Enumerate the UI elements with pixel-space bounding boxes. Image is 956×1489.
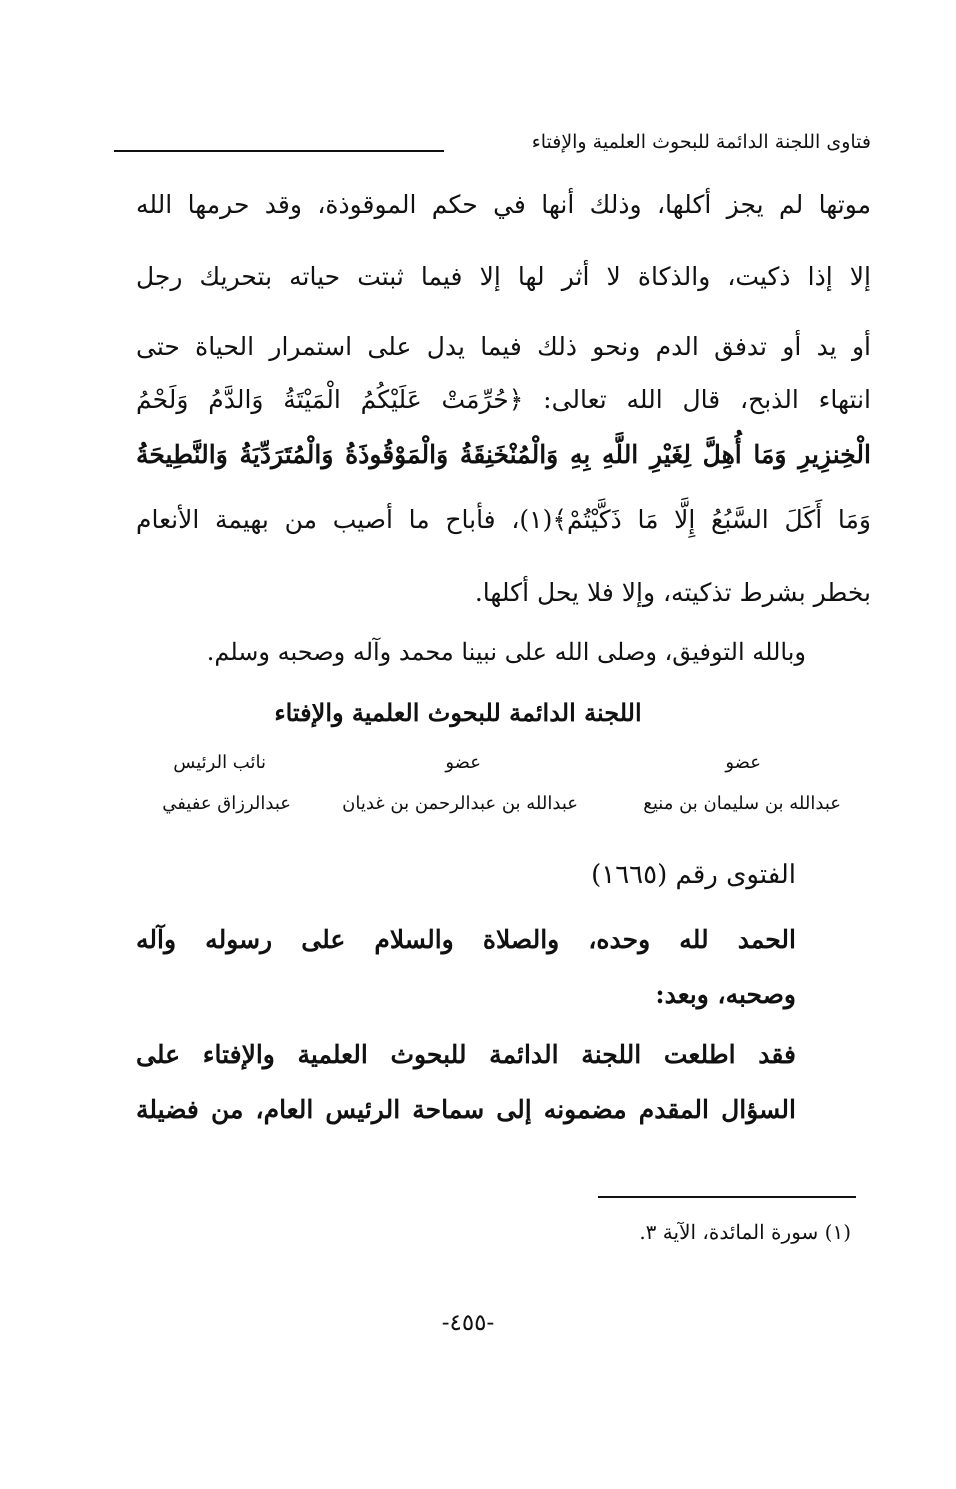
body-line: انتهاء الذبح، قال الله تعالى: ﴿حُرِّمَتْ عَلَيْكُمُ الْمَيْتَةُ وَالدَّمُ وَلَحْمُ xyxy=(136,385,871,414)
closing-prayer: وبالله التوفيق، وصلى الله على نبينا محمد وآله وصحبه وسلم. xyxy=(206,638,806,666)
signatory-role: عضو xyxy=(445,752,481,773)
running-header xyxy=(71,122,871,162)
body-line: أو يد أو تدفق الدم ونحو ذلك فيما يدل على استمرار الحياة حتى xyxy=(136,332,871,361)
signatory-role: عضو xyxy=(725,752,761,773)
signatory-role: نائب الرئيس xyxy=(173,752,266,773)
body-line: إلا إذا ذكيت، والذكاة لا أثر لها إلا فيما ثبتت حياته بتحريك رجل xyxy=(136,262,871,291)
signatory-name: عبدالله بن عبدالرحمن بن غديان xyxy=(342,793,578,814)
fatwa-text-line: وصحبه، وبعد: xyxy=(655,980,796,1009)
fatwa-text-line: الحمد لله وحده، والصلاة والسلام على رسوله وآله xyxy=(136,925,796,954)
running-header-title: فتاوى اللجنة الدائمة للبحوث العلمية والإفتاء xyxy=(531,131,871,153)
footnote: (١) سورة المائدة، الآية ٣. xyxy=(639,1220,851,1244)
signatory-name: عبدالرزاق عفيفي xyxy=(162,793,291,814)
fatwa-number: الفتوى رقم (١٦٦٥) xyxy=(591,860,796,890)
committee-title: اللجنة الدائمة للبحوث العلمية والإفتاء xyxy=(274,698,642,727)
body-line: موتها لم يجز أكلها، وذلك أنها في حكم الموقوذة، وقد حرمها الله xyxy=(136,190,871,219)
page-number: -٤٥٥- xyxy=(441,1310,495,1336)
body-line: بخطر بشرط تذكيته، وإلا فلا يحل أكلها. xyxy=(474,578,871,607)
quran-verse-line: الْخِنزِيرِ وَمَا أُهِلَّ لِغَيْرِ اللَّهِ بِهِ وَالْمُنْخَنِقَةُ وَالْمَوْقُوذَةُ وَالْمُتَرَدِّيَةُ وَالنَّطِيحَةُ xyxy=(136,440,871,469)
footnote-rule xyxy=(598,1196,856,1198)
header-rule xyxy=(114,150,444,152)
body-line: وَمَا أَكَلَ السَّبُعُ إِلَّا مَا ذَكَّيْتُمْ﴾(١)، فأباح ما أصيب من بهيمة الأنعام xyxy=(136,505,872,534)
fatwa-text-line: فقد اطلعت اللجنة الدائمة للبحوث العلمية والإفتاء على xyxy=(136,1040,796,1069)
fatwa-text-line: السؤال المقدم مضمونه إلى سماحة الرئيس العام، من فضيلة xyxy=(136,1095,796,1124)
signatory-name: عبدالله بن سليمان بن منيع xyxy=(643,793,841,814)
